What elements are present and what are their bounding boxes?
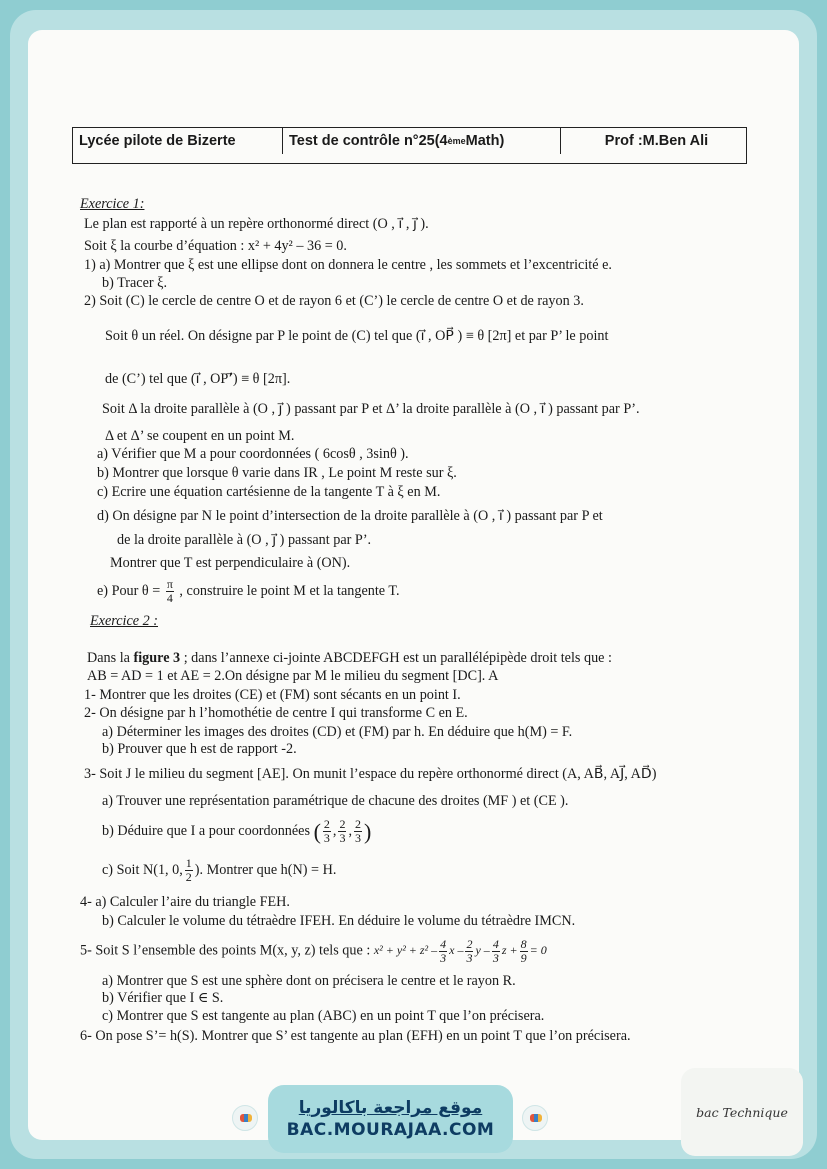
- fraction-denominator: 3: [492, 951, 499, 965]
- text-line: Soit ξ la courbe d’équation : x² + 4y² – 36 = 0.: [84, 238, 347, 254]
- test-title-suffix: Math): [465, 133, 505, 149]
- fraction-numerator: 2: [323, 817, 330, 831]
- fraction-numerator: 4: [492, 937, 499, 951]
- site-url[interactable]: BAC.MOURAJAA.COM: [286, 1120, 495, 1140]
- text-fragment: b) Déduire que I a pour coordonnées: [102, 822, 311, 839]
- text-line: Soit θ un réel. On désigne par P le point de (C) tel que (i⃗ , OP⃗ ) ≡ θ [2π] et par P’ le point: [105, 328, 609, 344]
- test-title-prefix: Test de contrôle n°25(4: [289, 133, 448, 149]
- fraction: [338, 818, 346, 845]
- text-fragment: ). Montrer que h(N) = H.: [194, 861, 337, 878]
- text-fragment: , construire le point M et la tangente T.: [179, 582, 400, 599]
- text-line: c) Ecrire une équation cartésienne de la tangente T à ξ en M.: [97, 484, 441, 500]
- equation-part: = 0: [529, 943, 547, 958]
- fraction: [492, 938, 500, 965]
- text-line: [80, 938, 547, 965]
- equation-part: x –: [449, 943, 464, 958]
- fraction-numerator: 2: [466, 937, 473, 951]
- text-line: Le plan est rapporté à un repère orthonormé direct (O , i⃗ , j⃗ ).: [84, 216, 429, 232]
- text-line: b) Calculer le volume du tétraèdre IFEH. En déduire le volume du tétraèdre IMCN.: [102, 913, 576, 929]
- fraction: [465, 938, 473, 965]
- text-line: 4- a) Calculer l’aire du triangle FEH.: [80, 894, 290, 910]
- text-line: de (C’) tel que (i⃗ , OP’⃗) ≡ θ [2π].: [105, 371, 291, 387]
- text-line: [97, 578, 400, 605]
- test-title-sup: ème: [447, 136, 466, 146]
- text-line: 2- On désigne par h l’homothétie de centre I qui transforme C en E.: [84, 705, 468, 721]
- exercise-2-title: Exercice 2 :: [90, 613, 158, 629]
- equation: [373, 937, 547, 965]
- text-line: d) On désigne par N le point d’intersection de la droite parallèle à (O , i⃗ ) passant par P et: [97, 508, 603, 524]
- text-line: [87, 650, 612, 667]
- fraction-denominator: 9: [520, 951, 527, 965]
- text-line: de la droite parallèle à (O , j⃗ ) passant par P’.: [117, 532, 372, 548]
- text-line: a) Vérifier que M a pour coordonnées ( 6cosθ , 3sinθ ).: [97, 446, 409, 462]
- scan-artifact: [60, 62, 63, 74]
- text-line: AB = AD = 1 et AE = 2.On désigne par M le milieu du segment [DC]. A: [87, 668, 499, 684]
- fraction: [166, 578, 174, 605]
- text-line: 1) a) Montrer que ξ est une ellipse dont on donnera le centre , les sommets et l’excentricité e.: [84, 257, 612, 273]
- text-line: b) Prouver que h est de rapport -2.: [102, 741, 297, 757]
- text-line: a) Montrer que S est une sphère dont on précisera le centre et le rayon R.: [102, 973, 516, 989]
- text-fragment: ; dans l’annexe ci-jointe ABCDEFGH est un parallélépipède droit tels que :: [180, 650, 612, 666]
- site-logo-left: [232, 1105, 258, 1131]
- fraction: [354, 818, 362, 845]
- text-fragment: e) Pour θ =: [97, 582, 161, 599]
- text-line: a) Déterminer les images des droites (CD) et (FM) par h. En déduire que h(M) = F.: [102, 724, 573, 740]
- site-name-arabic: موقع مراجعة باكالوريا: [298, 1098, 483, 1118]
- text-fragment: c) Soit N(1, 0,: [102, 861, 183, 878]
- fraction-numerator: 2: [339, 817, 346, 831]
- exam-header: [72, 127, 747, 164]
- text-line: b) Tracer ξ.: [102, 275, 168, 291]
- equation-part: z +: [501, 943, 518, 958]
- site-banner[interactable]: [268, 1085, 513, 1153]
- fraction-denominator: 3: [323, 831, 330, 845]
- text-line: c) Montrer que S est tangente au plan (ABC) en un point T que l’on précisera.: [102, 1008, 545, 1024]
- text-fragment: Dans la: [87, 650, 134, 666]
- paren-close: ): [363, 819, 372, 844]
- text-line: Montrer que T est perpendiculaire à (ON).: [110, 555, 351, 571]
- prof-name: Prof :M.Ben Ali: [604, 133, 709, 149]
- fraction: [520, 938, 528, 965]
- fraction-numerator: 2: [354, 817, 361, 831]
- exercise-1-title: Exercice 1:: [80, 196, 145, 212]
- text-line: 3- Soit J le milieu du segment [AE]. On munit l’espace du repère orthonormé direct (A, AB⃗, AJ⃗, AD⃗): [84, 766, 657, 782]
- equation-part: y –: [475, 943, 490, 958]
- bac-technique-badge: bac Technique: [681, 1068, 803, 1156]
- text-fragment: 5- Soit S l’ensemble des points M(x, y, z) tels que :: [80, 942, 371, 959]
- fraction-numerator: 1: [185, 856, 192, 870]
- fraction-denominator: 2: [185, 870, 192, 884]
- site-logo-right: [522, 1105, 548, 1131]
- fraction-numerator: π: [166, 577, 173, 591]
- test-title: [283, 128, 561, 154]
- text-line: a) Trouver une représentation paramétrique de chacune des droites (MF ) et (CE ).: [102, 793, 569, 809]
- fraction-numerator: 4: [440, 937, 447, 951]
- fraction: [439, 938, 447, 965]
- fraction: [323, 818, 331, 845]
- figure-reference: figure 3: [133, 650, 181, 666]
- fraction-numerator: 8: [520, 937, 527, 951]
- text-line: b) Montrer que lorsque θ varie dans IR , Le point M reste sur ξ.: [97, 465, 457, 481]
- text-line: b) Vérifier que I ∈ S.: [102, 990, 224, 1006]
- fraction-denominator: 4: [166, 591, 173, 605]
- fraction: [185, 857, 193, 884]
- text-line: 1- Montrer que les droites (CE) et (FM) sont sécants en un point I.: [84, 687, 461, 703]
- fraction-denominator: 3: [354, 831, 361, 845]
- paren-open: (: [313, 819, 321, 844]
- equation-part: x² + y² + z² –: [373, 943, 438, 958]
- fraction-denominator: 3: [466, 951, 473, 965]
- text-line: [102, 857, 336, 884]
- fraction-denominator: 3: [339, 831, 346, 845]
- text-line: Soit Δ la droite parallèle à (O , j⃗ ) passant par P et Δ’ la droite parallèle à (O , i⃗ ) passant par P’.: [102, 401, 640, 417]
- fraction-denominator: 3: [440, 951, 447, 965]
- text-line: Δ et Δ’ se coupent en un point M.: [105, 428, 295, 444]
- text-line: 6- On pose S’= h(S). Montrer que S’ est tangente au plan (EFH) en un point T que l’on précisera.: [80, 1028, 631, 1044]
- text-line: b) Déduire que I a pour coordonnées ( $\frac{2}{3}$ , $\frac{2}{3}$ , $\frac{2}{3}$ ): [102, 817, 372, 845]
- school-name: Lycée pilote de Bizerte: [73, 128, 283, 154]
- text-line: 2) Soit (C) le cercle de centre O et de rayon 6 et (C’) le cercle de centre O et de rayon 3.: [84, 293, 584, 309]
